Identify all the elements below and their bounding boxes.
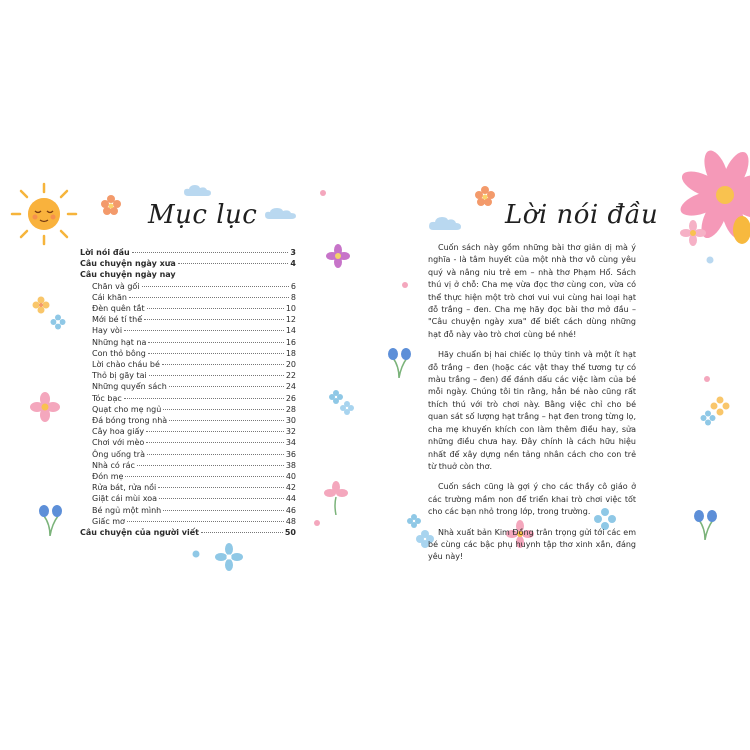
toc-entry-page: 48	[285, 516, 296, 526]
toc-entry-page: 42	[285, 483, 296, 493]
purple-flower-icon	[326, 244, 350, 268]
blue-flower-icon	[700, 410, 716, 426]
toc-entry-label: Rửa bát, rửa nồi	[92, 483, 157, 493]
toc-entry-label: Chăn và gối	[92, 281, 140, 291]
toc-leader-dots	[147, 454, 284, 455]
pink-flower-icon	[323, 481, 349, 515]
toc-entry-page: 18	[285, 348, 296, 358]
toc-entry	[80, 348, 296, 359]
toc-entry-label: Đèn quên tắt	[92, 304, 145, 314]
toc-leader-dots	[163, 510, 284, 511]
toc-entry-label: Chơi với mèo	[92, 438, 145, 448]
toc-entry-label: Ông uống trà	[92, 449, 145, 459]
toc-entry	[80, 482, 296, 493]
preface-title: Lời nói đầu	[505, 200, 659, 230]
toc-entry-label: Quạt cho mẹ ngủ	[92, 404, 162, 414]
toc-entry-label: Giấc mơ	[92, 516, 125, 526]
toc-entry	[80, 325, 296, 336]
toc-leader-dots	[158, 487, 284, 488]
toc-entry-page: 24	[285, 382, 296, 392]
flower-icon	[680, 220, 706, 246]
toc-entry-label: Câu chuyện ngày xưa	[80, 259, 176, 269]
sparkle-icon	[704, 254, 716, 266]
toc-leader-dots	[163, 409, 283, 410]
sun-illustration	[8, 180, 80, 248]
toc-entry-page: 32	[285, 427, 296, 437]
cloud-icon	[264, 207, 300, 221]
toc-entry-page: 6	[290, 281, 296, 291]
toc-entry-page: 40	[285, 472, 296, 482]
toc-leader-dots	[142, 286, 289, 287]
bluebell-icon	[384, 346, 414, 378]
toc-entry	[80, 404, 296, 415]
toc-leader-dots	[125, 476, 283, 477]
toc-entry-page: 50	[284, 528, 296, 538]
toc-entry-label: Đá bóng trong nhà	[92, 416, 168, 426]
toc-entry-page: 3	[290, 248, 296, 257]
toc-leader-dots	[162, 364, 284, 365]
toc-entry	[80, 471, 296, 482]
toc-leader-dots	[137, 465, 284, 466]
toc-entry-label: Câu chuyện ngày nay	[80, 270, 176, 280]
toc-entry-page: 28	[285, 404, 296, 414]
toc-entry-label: Mới bé tí thế	[92, 315, 143, 325]
toc-leader-dots	[149, 375, 284, 376]
toc-entry-page: 20	[285, 360, 296, 370]
toc-entry	[80, 303, 296, 314]
sparkle-icon	[190, 548, 202, 560]
toc-entry	[80, 337, 296, 348]
toc-entry-page: 36	[285, 449, 296, 459]
preface-paragraph: Nhà xuất bản Kim Đồng trân trọng gửi tới các em bé cùng các bậc phụ huynh tập thơ xinh xắn, đáng yêu này!	[428, 527, 636, 562]
toc-entry-label: Thỏ bị gãy tai	[92, 371, 147, 381]
toc-entry-label: Hay vòi	[92, 326, 123, 336]
toc-leader-dots	[132, 252, 289, 253]
toc-entry	[80, 527, 296, 538]
toc-entry-page: 8	[290, 292, 296, 302]
toc-entry-page: 12	[285, 315, 296, 325]
toc-entry-label: Những quyển sách	[92, 382, 167, 392]
toc-entry	[80, 247, 296, 258]
cloud-icon	[428, 216, 464, 232]
toc-entry-label: Giặt cái mùi xoa	[92, 494, 157, 504]
toc-leader-dots	[144, 319, 284, 320]
toc-entry	[80, 381, 296, 392]
toc-entry-label: Nhà có rác	[92, 460, 135, 470]
toc-leader-dots	[169, 420, 284, 421]
toc-leader-dots	[169, 386, 284, 387]
toc-entry-page: 44	[285, 494, 296, 504]
toc-entry-label: Bé ngủ một mình	[92, 505, 162, 515]
sparkle-icon	[318, 188, 328, 198]
toc-entry-label: Cái khăn	[92, 292, 127, 302]
toc-entry	[80, 516, 296, 527]
toc-entry-page: 22	[285, 371, 296, 381]
preface-paragraph: Hãy chuẩn bị hai chiếc lọ thủy tinh và một ít hạt đỗ trắng – đen (hoặc các vật thay thế tương tự có màu trắng – đen) để đánh dấu các việc làm của bé mỗi ngày. Chúng tôi tin rằng, hẳn bé nào cũng rất thích thú với trò chơi này. Bằng việc chỉ cho bé quan sát số lượng hạt trắng – hạt đen trong từng lọ, cha mẹ khuyến khích con làm thêm điều hay, sửa những điều chưa hay. Đây chính là cách hữu hiệu nhất để xây dựng nền tảng nhân cách cho con trẻ từ thuở còn thơ.	[428, 350, 636, 471]
bluebell-icon	[36, 502, 64, 536]
pink-flower-icon	[30, 392, 60, 422]
flower-icon	[474, 185, 496, 207]
bluebell-icon	[690, 508, 720, 540]
toc-entry	[80, 493, 296, 504]
toc-entry	[80, 393, 296, 404]
toc-leader-dots	[148, 353, 284, 354]
toc-leader-dots	[129, 297, 289, 298]
toc-entry-page: 10	[285, 304, 296, 314]
toc-entry	[80, 449, 296, 460]
blue-flower-icon	[215, 543, 243, 571]
toc-entry	[80, 258, 296, 269]
table-of-contents	[80, 247, 296, 538]
toc-entry-label: Con thỏ bông	[92, 348, 146, 358]
toc-entry	[80, 314, 296, 325]
toc-leader-dots	[148, 342, 283, 343]
toc-entry-page: 16	[285, 337, 296, 347]
toc-entry	[80, 505, 296, 516]
blue-flower-icon	[50, 314, 66, 330]
toc-entry-page: 4	[290, 259, 296, 269]
toc-leader-dots	[127, 521, 284, 522]
toc-leader-dots	[201, 532, 283, 533]
toc-entry-page: 34	[285, 438, 296, 448]
toc-entry	[80, 415, 296, 426]
toc-leader-dots	[159, 498, 284, 499]
toc-leader-dots	[178, 263, 289, 264]
toc-title: Mục lục	[148, 200, 258, 230]
toc-leader-dots	[124, 330, 284, 331]
sparkle-icon	[400, 280, 410, 290]
toc-entry-label: Những hạt na	[92, 337, 147, 347]
toc-leader-dots	[147, 308, 284, 309]
toc-entry-page: 38	[285, 460, 296, 470]
toc-entry	[80, 437, 296, 448]
toc-entry-label: Đón mẹ	[92, 472, 124, 482]
toc-entry-page: 30	[285, 416, 296, 426]
toc-entry	[80, 269, 296, 280]
sparkle-icon	[702, 374, 712, 384]
sparkle-icon	[312, 518, 322, 528]
preface-paragraph: Cuốn sách cũng là gợi ý cho các thầy cô giáo ở các trường mầm non để triển khai trò chơi việc tốt cho các bạn nhỏ trong lớp, trong trường.	[428, 482, 636, 517]
toc-leader-dots	[146, 431, 284, 432]
preface-paragraph: Cuốn sách này gồm những bài thơ giản dị mà ý nghĩa - là tâm huyết của một nhà thơ vô cùng yêu quý và nâng niu trẻ em – nhà thơ Phạm Hổ. Sách thú vị ở chỗ: Cha mẹ vừa đọc thơ cùng con, vừa có thể thực hiện một trò chơi vui vui cùng hai loại hạt đỗ trắng – đen. Cha mẹ hãy đọc bài thơ mở đầu – "Câu chuyện ngày xưa" để biết cách dùng những hạt đỗ này vào trò chơi cùng bé nhé!	[428, 243, 636, 339]
blue-flower-icon	[328, 388, 356, 416]
toc-leader-dots	[124, 398, 284, 399]
flower-icon	[32, 296, 50, 314]
flower-icon	[100, 194, 122, 216]
toc-entry	[80, 426, 296, 437]
toc-entry-label: Cây hoa giấy	[92, 427, 145, 437]
toc-entry	[80, 359, 296, 370]
toc-entry-label: Câu chuyện của người viết	[80, 528, 199, 538]
cloud-icon	[183, 184, 213, 198]
preface-body	[428, 242, 636, 572]
toc-leader-dots	[146, 442, 283, 443]
toc-entry-label: Lời chào cháu bé	[92, 360, 160, 370]
toc-entry-label: Lời nói đầu	[80, 248, 130, 257]
toc-entry	[80, 460, 296, 471]
toc-entry	[80, 370, 296, 381]
toc-entry	[80, 292, 296, 303]
toc-entry-page: 46	[285, 505, 296, 515]
toc-entry-page: 26	[285, 393, 296, 403]
toc-entry	[80, 281, 296, 292]
toc-entry-page: 14	[285, 326, 296, 336]
toc-entry-label: Tóc bạc	[92, 393, 122, 403]
